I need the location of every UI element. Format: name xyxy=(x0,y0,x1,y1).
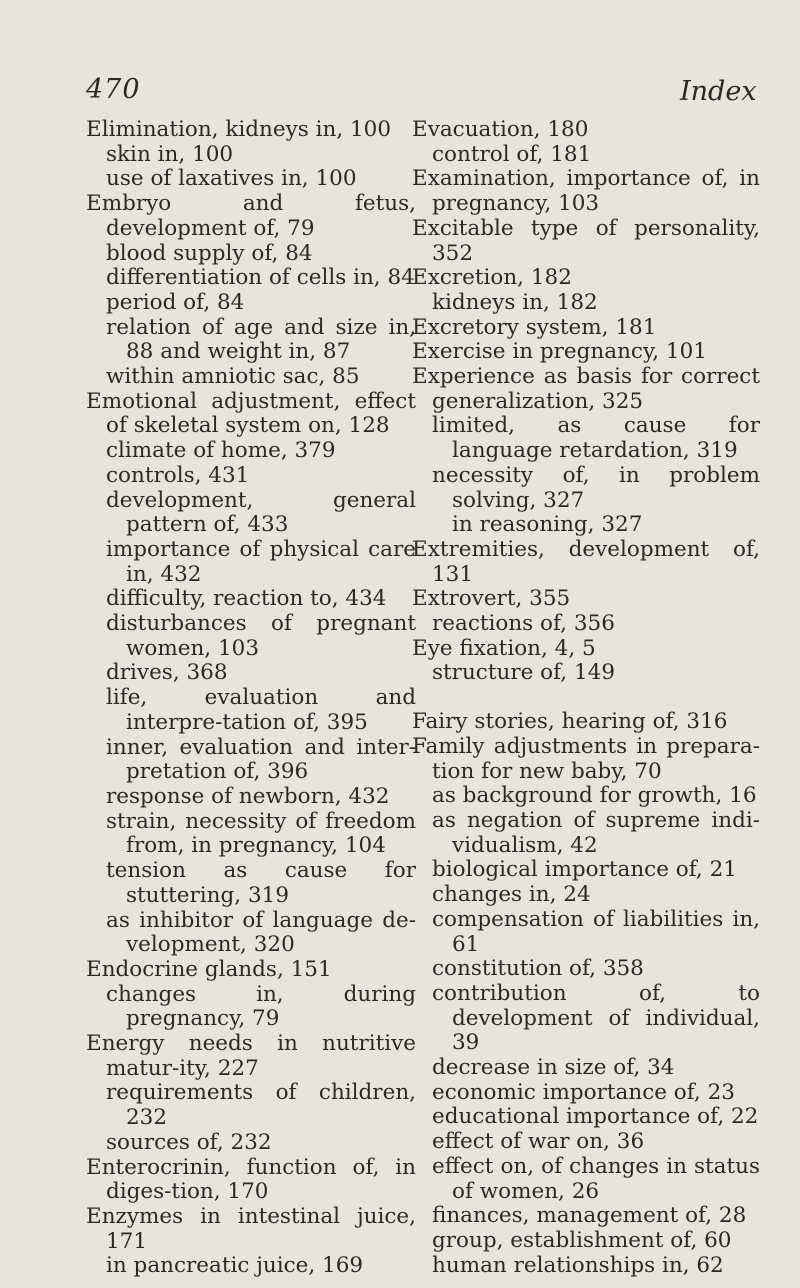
index-sub-entry: effect on, of changes in status of women, 26 xyxy=(432,1153,760,1204)
index-main-entry: Extrovert, 355 xyxy=(412,586,571,612)
index-main-entry: Emotional adjustment, effect of skeletal system on, 128 xyxy=(86,388,416,439)
page-number: 470 xyxy=(86,74,141,105)
index-sub-entry: educational importance of, 22 xyxy=(432,1104,759,1130)
index-sub-entry: reactions of, 356 xyxy=(432,611,615,637)
index-sub-entry: sources of, 232 xyxy=(106,1129,272,1155)
index-column-left xyxy=(86,118,416,1279)
index-sub-entry: period of, 84 xyxy=(106,289,245,315)
index-sub-entry: as background for growth, 16 xyxy=(432,783,757,809)
index-main-entry: Elimination, kidneys in, 100 xyxy=(86,117,392,142)
index-sub-entry: decrease in size of, 34 xyxy=(432,1055,675,1081)
index-sub-entry: drives, 368 xyxy=(106,660,228,686)
index-main-entry: Exercise in pregnancy, 101 xyxy=(412,339,707,365)
index-sub-entry: difficulty, reaction to, 434 xyxy=(106,586,387,612)
index-sub-entry: strain, necessity of freedom from, in pregnancy, 104 xyxy=(106,808,416,859)
index-column-right xyxy=(412,118,760,1278)
index-main-entry: Enzymes in intestinal juice, 171 xyxy=(86,1203,416,1254)
index-sub-entry: use of laxatives in, 100 xyxy=(106,166,357,192)
index-sub-entry: importance of physical care in, 432 xyxy=(106,536,416,587)
index-main-entry: Extremities, development of, 131 xyxy=(412,536,760,587)
index-main-entry: Examination, importance of, in pregnancy, 103 xyxy=(412,166,760,217)
index-sub-entry: inner, evaluation and inter-pretation of, 396 xyxy=(106,734,416,785)
index-sub-entry: in pancreatic juice, 169 xyxy=(106,1253,364,1279)
index-main-entry: Fairy stories, hearing of, 316 xyxy=(412,709,728,735)
index-sub-entry: disturbances of pregnant women, 103 xyxy=(106,611,416,661)
index-main-entry: Enterocrinin, function of, in diges-tion, 170 xyxy=(86,1154,416,1205)
index-sub-entry: structure of, 149 xyxy=(432,660,616,686)
index-main-entry: Excretory system, 181 xyxy=(412,314,657,340)
index-main-entry: Eye fixation, 4, 5 xyxy=(412,635,596,661)
index-main-entry: Endocrine glands, 151 xyxy=(86,956,332,982)
index-sub-entry: relation of age and size in, 88 and weight in, 87 xyxy=(106,314,416,365)
index-sub-entry: finances, management of, 28 xyxy=(432,1203,747,1229)
index-sub-entry: differentiation of cells in, 84 xyxy=(106,265,415,291)
index-main-entry: Excitable type of personality, 352 xyxy=(412,215,760,266)
index-sub-entry: as negation of supreme indi-vidualism, 42 xyxy=(432,807,760,858)
index-sub-entry: limited, as cause for language retardation, 319 xyxy=(432,413,760,464)
index-sub-entry: control of, 181 xyxy=(432,141,592,167)
index-main-entry: Embryo and fetus, development of, 79 xyxy=(86,191,416,241)
index-sub-entry: effect of war on, 36 xyxy=(432,1129,645,1155)
index-main-entry: Experience as basis for correct generalization, 325 xyxy=(412,364,760,414)
index-sub-entry: response of newborn, 432 xyxy=(106,783,390,809)
index-sub-entry: skin in, 100 xyxy=(106,141,234,167)
index-main-entry: Evacuation, 180 xyxy=(412,117,589,142)
index-sub-entry: controls, 431 xyxy=(106,462,250,488)
index-main-entry: Excretion, 182 xyxy=(412,265,572,291)
index-sub-entry: changes in, 24 xyxy=(432,882,591,908)
index-sub-entry: requirements of children, 232 xyxy=(106,1080,416,1131)
index-sub-entry: tension as cause for stuttering, 319 xyxy=(106,858,416,908)
index-sub-entry: in reasoning, 327 xyxy=(452,512,643,538)
section-gap xyxy=(412,686,760,710)
index-sub-entry: within amniotic sac, 85 xyxy=(106,364,360,390)
index-sub-entry: kidneys in, 182 xyxy=(432,289,598,315)
index-sub-entry: necessity of, in problem solving, 327 xyxy=(432,462,760,513)
index-sub-entry: constitution of, 358 xyxy=(432,956,644,982)
index-sub-entry: contribution of, to development of individual, 39 xyxy=(432,980,760,1056)
index-sub-entry: economic importance of, 23 xyxy=(432,1079,735,1105)
index-main-entry: Family adjustments in prepara-tion for new baby, 70 xyxy=(412,733,760,784)
index-sub-entry: life, evaluation and interpre-tation of, 395 xyxy=(106,685,416,735)
index-sub-entry: blood supply of, 84 xyxy=(106,240,313,266)
index-main-entry: Energy needs in nutritive matur-ity, 227 xyxy=(86,1031,416,1081)
index-sub-entry: compensation of liabilities in, 61 xyxy=(432,906,760,957)
index-sub-entry: group, establishment of, 60 xyxy=(432,1227,732,1253)
running-head: Index xyxy=(680,76,757,107)
index-sub-entry: changes in, during pregnancy, 79 xyxy=(106,981,416,1032)
index-sub-entry: climate of home, 379 xyxy=(106,438,336,464)
index-sub-entry: human relationships in, 62 xyxy=(432,1252,724,1278)
index-sub-entry: development, general pattern of, 433 xyxy=(106,487,416,538)
index-sub-entry: biological importance of, 21 xyxy=(432,857,737,883)
index-sub-entry: as inhibitor of language de-velopment, 320 xyxy=(106,907,416,958)
